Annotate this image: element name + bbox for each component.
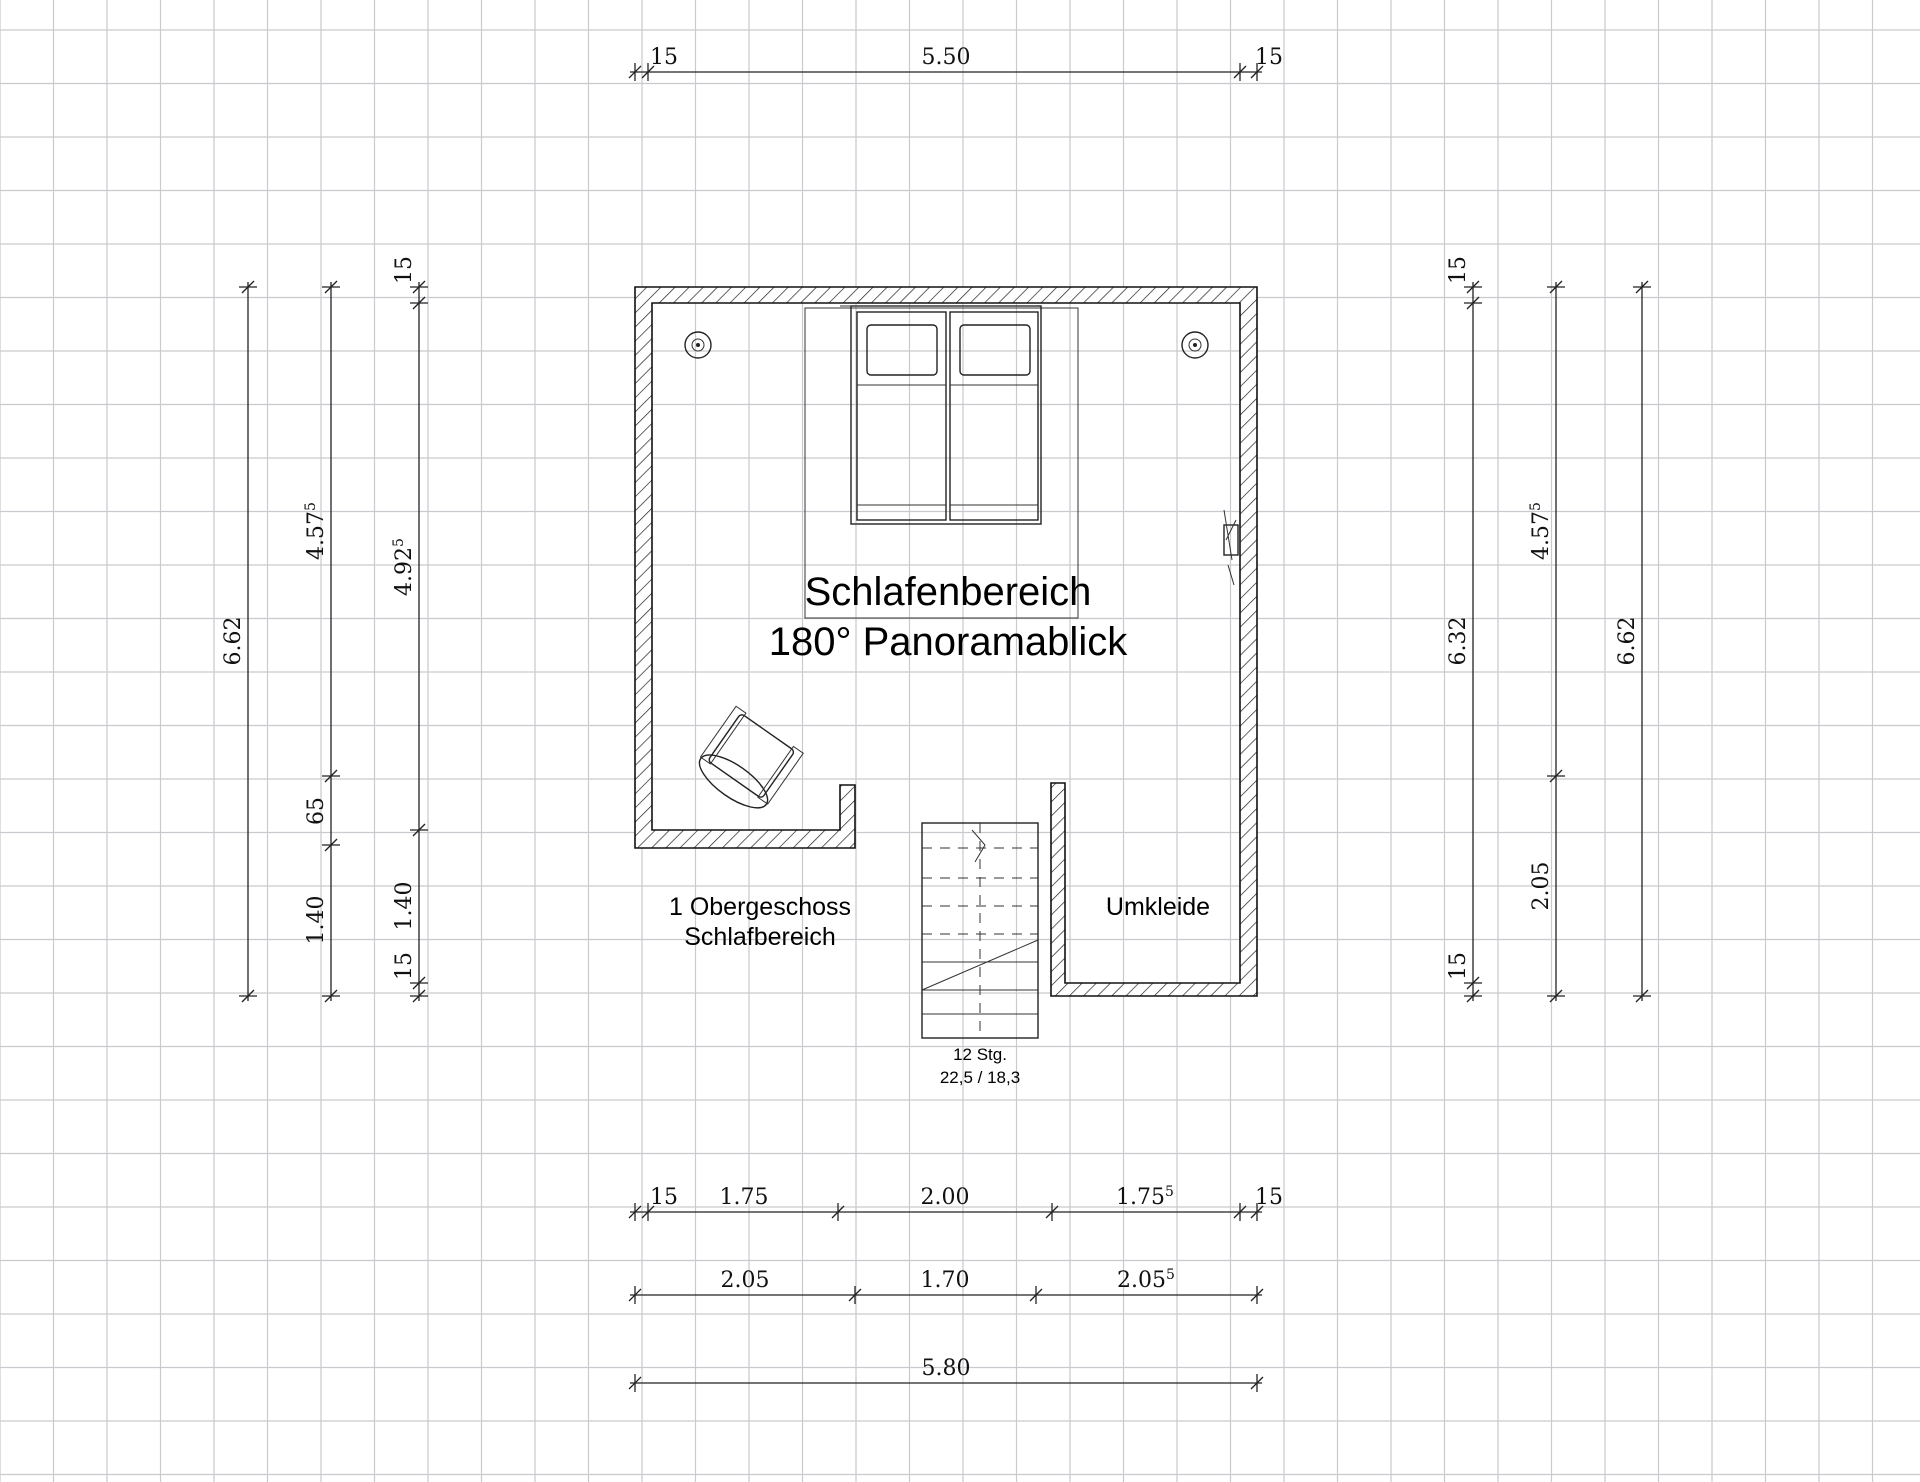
dim-top-left: 15	[650, 45, 678, 70]
dim-bottom2-c: 2.05$^5$	[1117, 1267, 1175, 1293]
dim-top-right: 15	[1255, 45, 1283, 70]
ceiling-lamp-icon	[1182, 332, 1208, 358]
pillow-left	[867, 325, 937, 375]
dim-right3-total: 6.62	[1615, 616, 1640, 666]
dim-right2-lower: 2.05	[1529, 861, 1554, 911]
pillow-right	[960, 325, 1030, 375]
dimension-right-col1	[1446, 256, 1482, 1002]
armchair-icon	[691, 706, 803, 818]
dimension-right-col3	[1615, 281, 1651, 1002]
dim-right1-total: 6.32	[1446, 616, 1471, 666]
dim-bottom1-b: 1.75	[719, 1185, 769, 1210]
dimension-top	[629, 45, 1283, 81]
dim-bottom1-e: 15	[1255, 1185, 1283, 1210]
dim-left3-bottom: 15	[392, 952, 417, 980]
dim-left1-total: 6.62	[221, 616, 246, 666]
dimension-bottom-row1	[629, 1184, 1283, 1221]
dim-left2-mid: 65	[304, 797, 329, 825]
stairs-steps-label: 12 Stg.	[953, 1045, 1007, 1064]
dimension-left-col1	[221, 281, 257, 1002]
dim-bottom1-c: 2.00	[920, 1185, 970, 1210]
dim-top-main: 5.50	[921, 45, 971, 70]
dim-bottom1-a: 15	[650, 1185, 678, 1210]
dimension-left-col3	[391, 256, 428, 1002]
dim-bottom3-total: 5.80	[921, 1356, 971, 1381]
dim-left3-lower: 1.40	[392, 881, 417, 931]
floor-label: 1 Obergeschoss	[668, 893, 852, 921]
dim-left3-upper: 4.92$^5$	[391, 538, 417, 596]
dim-left3-top: 15	[392, 256, 417, 284]
dimension-right-col2	[1528, 281, 1565, 1002]
dim-right2-upper: 4.57$^5$	[1528, 502, 1554, 560]
dim-right1-bottom: 15	[1446, 952, 1471, 980]
stairs-ratio-label: 22,5 / 18,3	[939, 1068, 1021, 1087]
staircase	[922, 823, 1038, 1038]
dim-left2-upper: 4.57$^5$	[303, 502, 329, 560]
dimension-bottom-row3	[629, 1356, 1263, 1392]
dimension-bottom-row2	[629, 1267, 1263, 1304]
dressing-room-label: Umkleide	[1105, 893, 1211, 921]
dim-left2-lower: 1.40	[304, 895, 329, 945]
bed-left	[857, 312, 946, 520]
floor-sublabel: Schlafbereich	[684, 923, 836, 951]
dim-bottom1-d: 1.75$^5$	[1116, 1184, 1174, 1210]
room-subtitle: 180° Panoramablick	[768, 620, 1128, 664]
dim-bottom2-b: 1.70	[920, 1268, 970, 1293]
dim-right1-top: 15	[1446, 256, 1471, 284]
room-title: Schlafenbereich	[804, 570, 1092, 614]
ceiling-lamp-icon	[685, 332, 711, 358]
dim-bottom2-a: 2.05	[720, 1268, 770, 1293]
